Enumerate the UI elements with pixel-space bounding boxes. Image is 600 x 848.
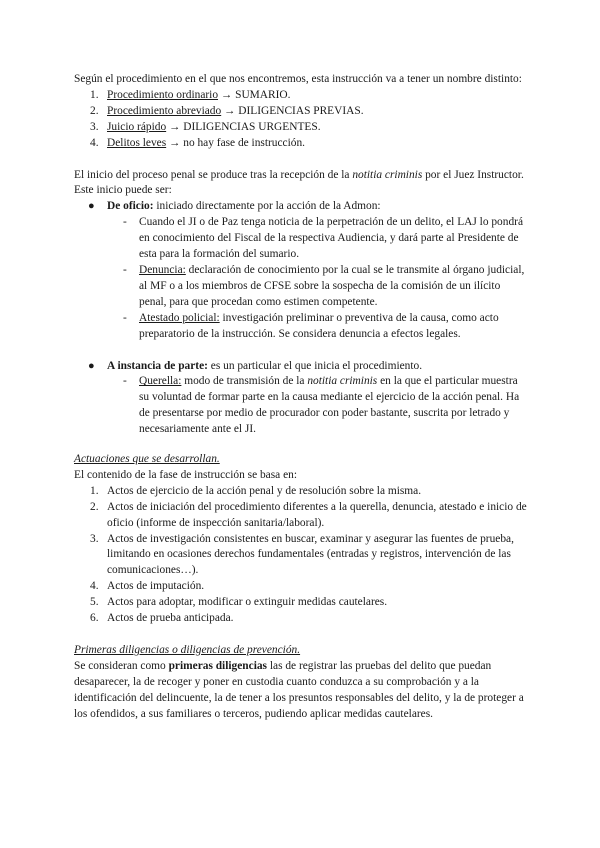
primeras-text-after: las de registrar las pruebas del delito que puedan desaparecer, la de recoger y poner en custodia cuanto conduzca a su comprobación y a la identificación del delincuente, la de tener a los presuntos responsables del delito, y la de proteger a los ofendidos, a sus familiares o terceros, pudiendo aplicar medidas cautelares. [74, 659, 524, 720]
oficio-sublist [117, 215, 528, 342]
primeras-term: primeras diligencias [168, 659, 267, 672]
list-item [74, 136, 528, 152]
primeras-paragraph [74, 659, 528, 723]
inicio-bullets [74, 199, 528, 438]
item-number: 1. [90, 88, 99, 101]
sub-text-after: en la que el particular muestra su voluntad de formar parte en la causa mediante el ejercicio de la acción penal. Ha de presentarse por medio de procurador con poder bastante, suscrita por letrado y necesariamente ante el JI. [139, 375, 520, 436]
sub-text: modo de transmisión de la [181, 375, 308, 388]
sub-italic-term: notitia criminis [307, 375, 378, 388]
item-text: Actos de imputación. [107, 580, 205, 593]
item-text: → DILIGENCIAS URGENTES. [166, 120, 321, 133]
sub-item [117, 311, 528, 343]
bullet-icon: ● [88, 200, 95, 213]
inicio-text-after: por el Juez Instructor. Este inicio puede ser: [74, 168, 524, 197]
primeras-text-before: Se consideran como [74, 659, 169, 672]
sub-term: Querella: [139, 375, 182, 388]
sub-term: Denuncia: [139, 263, 186, 276]
dash-icon: - [123, 375, 127, 388]
procedure-list [74, 88, 528, 152]
item-number: 3. [90, 532, 99, 545]
intro-paragraph: Según el procedimiento en el que nos encontremos, esta instrucción va a tener un nombre distinto: [74, 73, 522, 85]
bullet-icon: ● [88, 359, 95, 372]
item-term: Procedimiento abreviado [107, 104, 222, 117]
list-item [74, 104, 528, 120]
inicio-term: notitia criminis [352, 168, 423, 181]
item-number: 4. [90, 580, 99, 593]
dash-icon: - [123, 263, 127, 276]
sub-text: investigación preliminar o preventiva de la causa, como acto preparatorio de la instrucción. Se considera denuncia a efectos legales. [139, 311, 499, 340]
item-number: 3. [90, 120, 99, 133]
item-text: Actos de prueba anticipada. [107, 612, 234, 625]
list-item [74, 595, 528, 611]
item-text: Actos de ejercicio de la acción penal y de resolución sobre la misma. [107, 484, 422, 497]
list-item [74, 532, 528, 580]
item-number: 4. [90, 136, 99, 149]
bullet-label: De oficio: [107, 200, 154, 213]
list-item [74, 579, 528, 595]
item-number: 5. [90, 596, 99, 609]
bullet-text: es un particular el que inicia el procedimiento. [207, 359, 423, 372]
sub-text: Cuando el JI o de Paz tenga noticia de la perpetración de un delito, el LAJ lo pondrá en conocimiento del Fiscal de la respectiva Audiencia, y dará parte al Presidente de esta para la formación del sumario. [139, 216, 523, 261]
item-term: Procedimiento ordinario [107, 88, 219, 101]
item-number: 2. [90, 500, 99, 513]
sub-item [117, 215, 528, 263]
list-item [74, 500, 528, 532]
item-text: → no hay fase de instrucción. [166, 136, 306, 149]
list-item [74, 484, 528, 500]
list-item [74, 120, 528, 136]
item-number: 6. [90, 612, 99, 625]
bullet-oficio [74, 199, 528, 342]
item-text: Actos para adoptar, modificar o extinguir medidas cautelares. [107, 596, 388, 609]
bullet-text: iniciado directamente por la acción de la Admon: [153, 200, 381, 213]
inicio-paragraph [74, 168, 528, 200]
sub-item [117, 374, 528, 438]
parte-sublist [117, 374, 528, 438]
item-text: → DILIGENCIAS PREVIAS. [221, 104, 364, 117]
item-text: Actos de iniciación del procedimiento diferentes a la querella, denuncia, atestado e inicio de oficio (informe de inspección sanitaria/laboral). [107, 500, 527, 529]
sub-text: declaración de conocimiento por la cual se le transmite al órgano judicial, al MF o a los miembros de CFSE sobre la sospecha de la comisión de un ilícito penal, para que procedan como estimen competente. [139, 263, 525, 308]
sub-term: Atestado policial: [139, 311, 220, 324]
dash-icon: - [123, 216, 127, 229]
actuaciones-list [74, 484, 528, 627]
list-item [74, 88, 528, 104]
section-title-primeras: Primeras diligencias o diligencias de prevención. [74, 644, 301, 656]
item-term: Juicio rápido [107, 120, 167, 133]
bullet-label: A instancia de parte: [107, 359, 208, 372]
bullet-parte [74, 359, 528, 439]
item-text: → SUMARIO. [218, 88, 291, 101]
item-number: 2. [90, 104, 99, 117]
sub-item [117, 263, 528, 311]
inicio-text-before: El inicio del proceso penal se produce tras la recepción de la [74, 168, 353, 181]
item-text: Actos de investigación consistentes en buscar, examinar y asegurar las fuentes de prueba, limitando en ocasiones derechos fundamentales (entradas y registros, intervención de las comunicaciones…). [107, 532, 514, 577]
item-term: Delitos leves [107, 136, 167, 149]
section-title-actuaciones: Actuaciones que se desarrollan. [74, 453, 220, 466]
actuaciones-intro: El contenido de la fase de instrucción se basa en: [74, 468, 297, 481]
item-number: 1. [90, 484, 99, 497]
list-item [74, 611, 528, 627]
dash-icon: - [123, 311, 127, 324]
